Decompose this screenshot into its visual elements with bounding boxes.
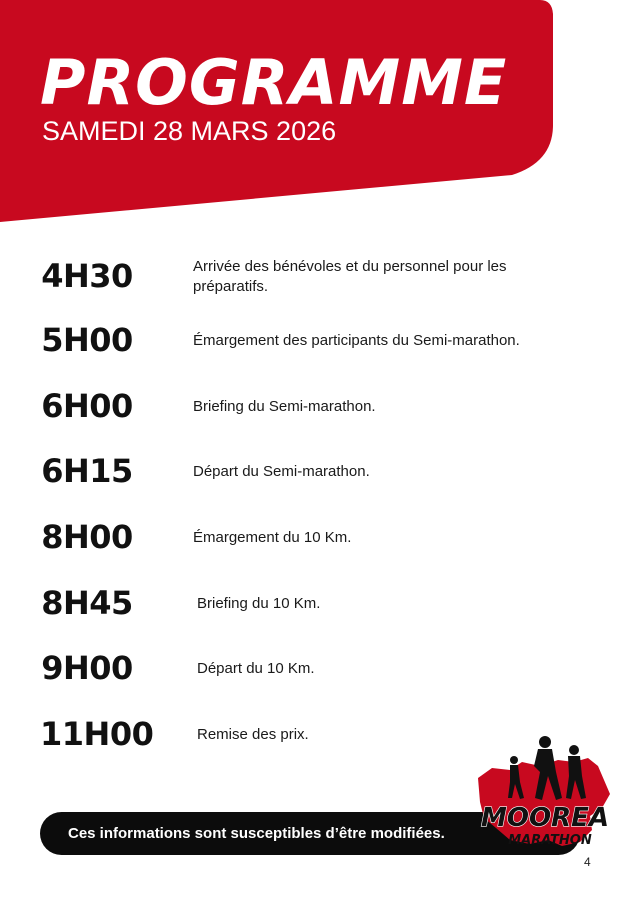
- schedule-description: Briefing du Semi-marathon.: [193, 398, 376, 415]
- schedule-description: Départ du Semi-marathon.: [193, 463, 370, 480]
- schedule-time: 11H00: [40, 715, 154, 753]
- schedule-row: [0, 517, 634, 557]
- schedule-time: 9H00: [41, 649, 133, 687]
- schedule-row: [0, 648, 634, 688]
- schedule-row: [0, 451, 634, 491]
- schedule-description: Remise des prix.: [197, 726, 309, 743]
- schedule-description: Arrivée des bénévoles et du personnel pour les préparatifs.: [193, 258, 507, 295]
- schedule-time: 6H00: [41, 387, 133, 425]
- schedule-description: Émargement des participants du Semi-marathon.: [193, 332, 520, 349]
- schedule-description: Émargement du 10 Km.: [193, 529, 352, 546]
- schedule-time: 6H15: [41, 452, 133, 490]
- schedule-time: 4H30: [41, 257, 133, 295]
- schedule-row: [0, 386, 634, 426]
- schedule-row: [0, 583, 634, 623]
- schedule-row: [0, 320, 634, 360]
- page-number: 4: [584, 855, 591, 869]
- logo-subtitle: MARATHON: [508, 833, 592, 848]
- event-date: SAMEDI 28 MARS 2026: [42, 116, 337, 146]
- disclaimer-text: Ces informations sont susceptibles d’être modifiées.: [68, 825, 445, 842]
- schedule-description: Briefing du 10 Km.: [197, 595, 321, 612]
- page-title: PROGRAMME: [40, 46, 508, 119]
- schedule-time: 8H45: [41, 584, 133, 622]
- schedule-time: 8H00: [41, 518, 133, 556]
- schedule-time: 5H00: [41, 321, 133, 359]
- schedule-row: [0, 256, 634, 296]
- logo-wordmark: MOOREA: [481, 803, 609, 833]
- moorea-marathon-logo: [470, 732, 620, 854]
- schedule-description: Départ du 10 Km.: [197, 660, 315, 677]
